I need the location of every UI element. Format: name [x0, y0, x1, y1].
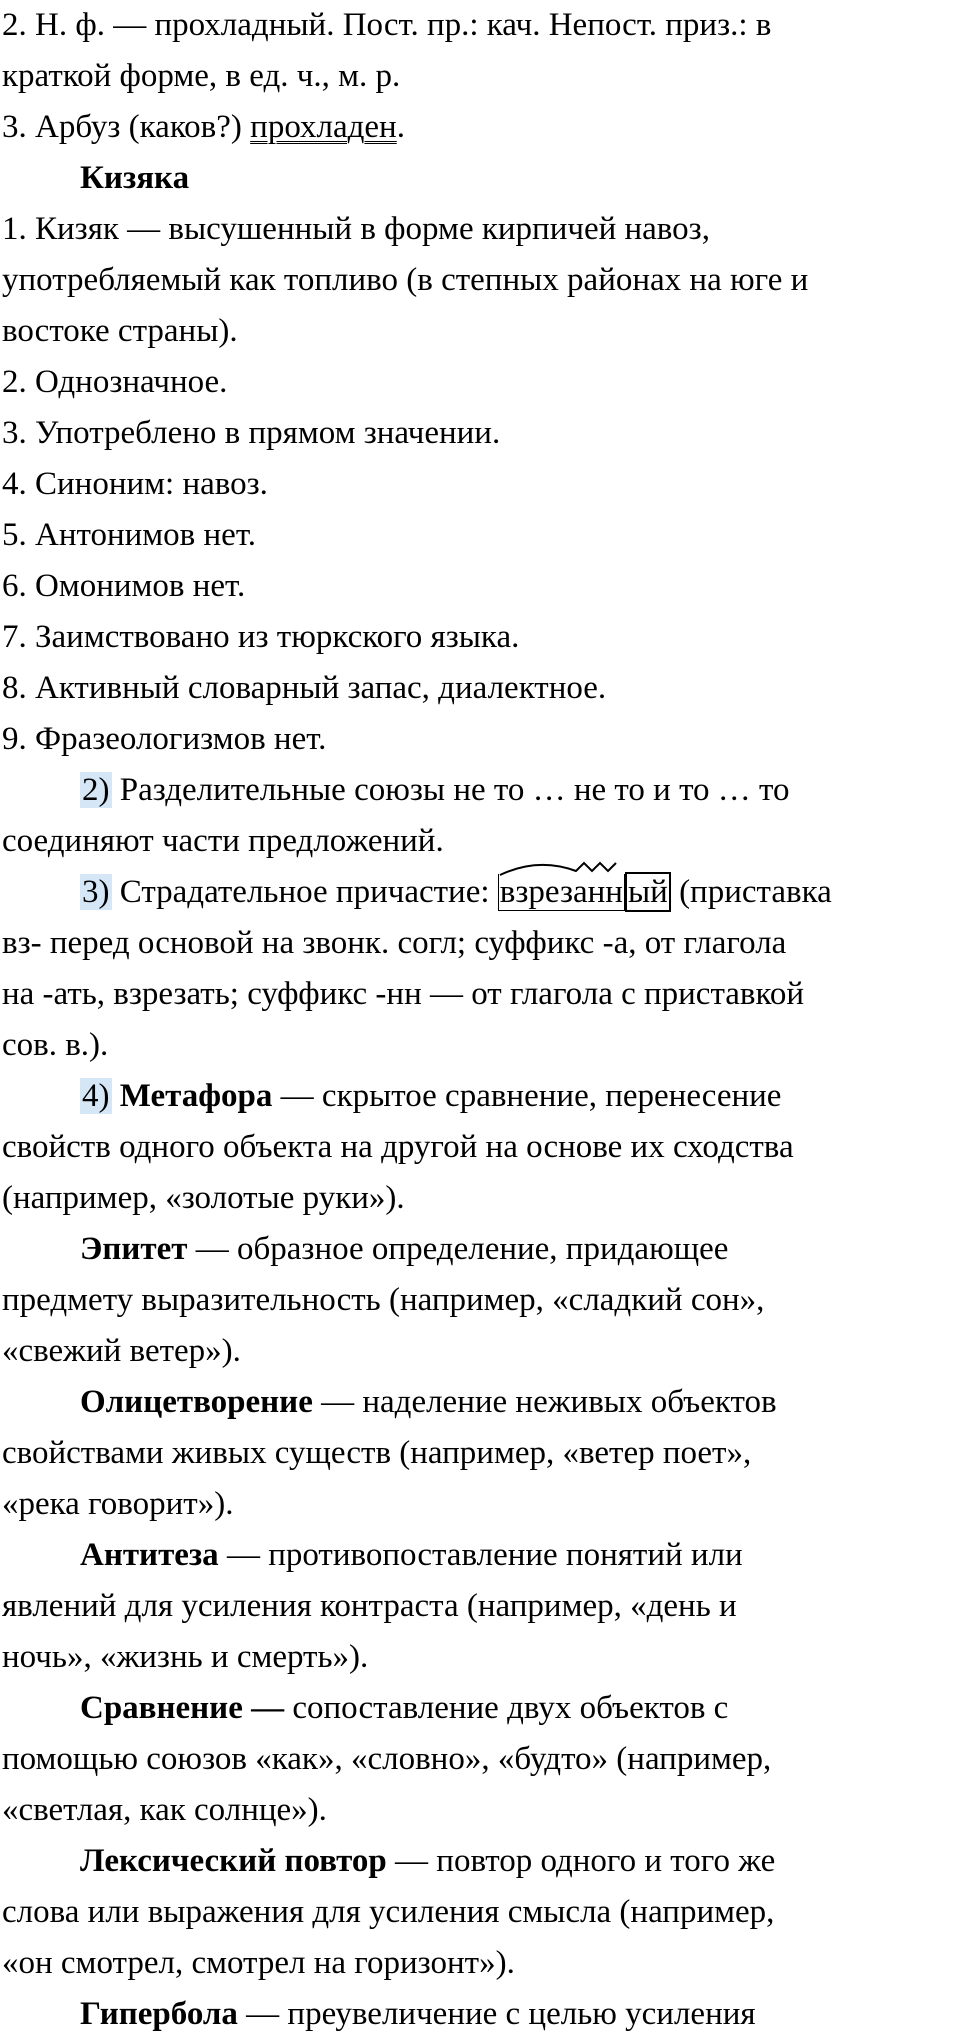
- task-3-line: [2, 867, 952, 918]
- task-4-line: [2, 1071, 952, 1122]
- task-number-badge: 2): [82, 772, 110, 808]
- text-line: «река говорит»).: [2, 1486, 234, 1522]
- text-line: предмету выразительность (например, «сладкий сон»,: [2, 1282, 765, 1318]
- text-span: Разделительные союзы не то … не то и то … то: [111, 772, 790, 808]
- text-span: — наделение неживых объектов: [312, 1384, 777, 1420]
- text-line: соединяют части предложений.: [2, 823, 444, 859]
- definition-line: [2, 1989, 952, 2040]
- text-line: 6. Омонимов нет.: [2, 568, 246, 604]
- heading-text: Кизяка: [80, 160, 190, 196]
- definition-line: [2, 1224, 952, 1275]
- text-span: — противопоставление понятий или: [218, 1537, 743, 1573]
- definition-line: [2, 1530, 952, 1581]
- text-line: 7. Заимствовано из тюркского языка.: [2, 619, 520, 655]
- text-span: .: [396, 109, 405, 145]
- text-line: слова или выражения для усиления смысла (например,: [2, 1894, 775, 1930]
- text-line: 4. Синоним: навоз.: [2, 466, 268, 502]
- text-line: 3. Употреблено в прямом значении.: [2, 415, 501, 451]
- definition-line: [2, 1377, 952, 1428]
- text-line: 8. Активный словарный запас, диалектное.: [2, 670, 607, 706]
- document-body: [2, 0, 952, 2040]
- word-stem: взрезанн: [499, 874, 623, 910]
- text-line: «он смотрел, смотрел на горизонт»).: [2, 1945, 515, 1981]
- text-span: — преувеличение с целью усиления: [237, 1996, 756, 2032]
- term-epitet: Эпитет: [80, 1231, 188, 1267]
- text-line: сов. в.).: [2, 1027, 109, 1063]
- text-line: краткой форме, в ед. ч., м. р.: [2, 58, 401, 94]
- task-number-badge: 3): [82, 874, 110, 910]
- word-ending-box: ый: [625, 872, 671, 912]
- term-antiteza: Антитеза: [80, 1537, 219, 1573]
- term-olicetvorenie: Олицетворение: [80, 1384, 313, 1420]
- term-giperbola: Гипербола: [80, 1996, 238, 2032]
- text-line: 2. Однозначное.: [2, 364, 228, 400]
- text-line: помощью союзов «как», «словно», «будто» (например,: [2, 1741, 772, 1777]
- term-sravnenie: Сравнение —: [80, 1690, 285, 1726]
- text-line: «светлая, как солнце»).: [2, 1792, 327, 1828]
- predicate-underlined: прохладен: [250, 109, 397, 145]
- task-2-line: [2, 765, 952, 816]
- task-number-badge: 4): [82, 1078, 110, 1114]
- text-line: 2. Н. ф. — прохладный. Пост. пр.: кач. Непост. приз.: в: [2, 7, 772, 43]
- text-line: вз- перед основой на звонк. согл; суффикс -а, от глагола: [2, 925, 787, 961]
- morpheme-parsed-word: [498, 867, 671, 918]
- text-line: явлений для усиления контраста (например, «день и: [2, 1588, 737, 1624]
- text-line: на -ать, взрезать; суффикс -нн — от глагола с приставкой: [2, 976, 805, 1012]
- text-line: употребляемый как топливо (в степных районах на юге и: [2, 262, 809, 298]
- text-span: (приставка: [670, 874, 832, 910]
- text-span: сопоставление двух объектов с: [284, 1690, 729, 1726]
- definition-line: [2, 1836, 952, 1887]
- text-line: ночь», «жизнь и смерть»).: [2, 1639, 369, 1675]
- term-leksicheskiy-povtor: Лексический повтор: [80, 1843, 387, 1879]
- text-line: свойствами живых существ (например, «ветер поет»,: [2, 1435, 752, 1471]
- text-line: 9. Фразеологизмов нет.: [2, 721, 327, 757]
- text-line: 5. Антонимов нет.: [2, 517, 257, 553]
- definition-line: [2, 1683, 952, 1734]
- text-line: (например, «золотые руки»).: [2, 1180, 405, 1216]
- text-line: [2, 102, 952, 153]
- text-span: 3. Арбуз (каков?): [2, 109, 251, 145]
- text-line: 1. Кизяк — высушенный в форме кирпичей навоз,: [2, 211, 710, 247]
- section-heading-kizyaka: [2, 153, 952, 204]
- text-span: Страдательное причастие:: [111, 874, 498, 910]
- text-span: — повтор одного и того же: [386, 1843, 776, 1879]
- text-line: свойств одного объекта на другой на основе их сходства: [2, 1129, 794, 1165]
- text-span: — образное определение, придающее: [187, 1231, 729, 1267]
- text-line: «свежий ветер»).: [2, 1333, 241, 1369]
- term-metafora: Метафора: [119, 1078, 273, 1114]
- text-span: — скрытое сравнение, перенесение: [272, 1078, 782, 1114]
- text-line: востоке страны).: [2, 313, 238, 349]
- root-arc-mark: [498, 859, 638, 879]
